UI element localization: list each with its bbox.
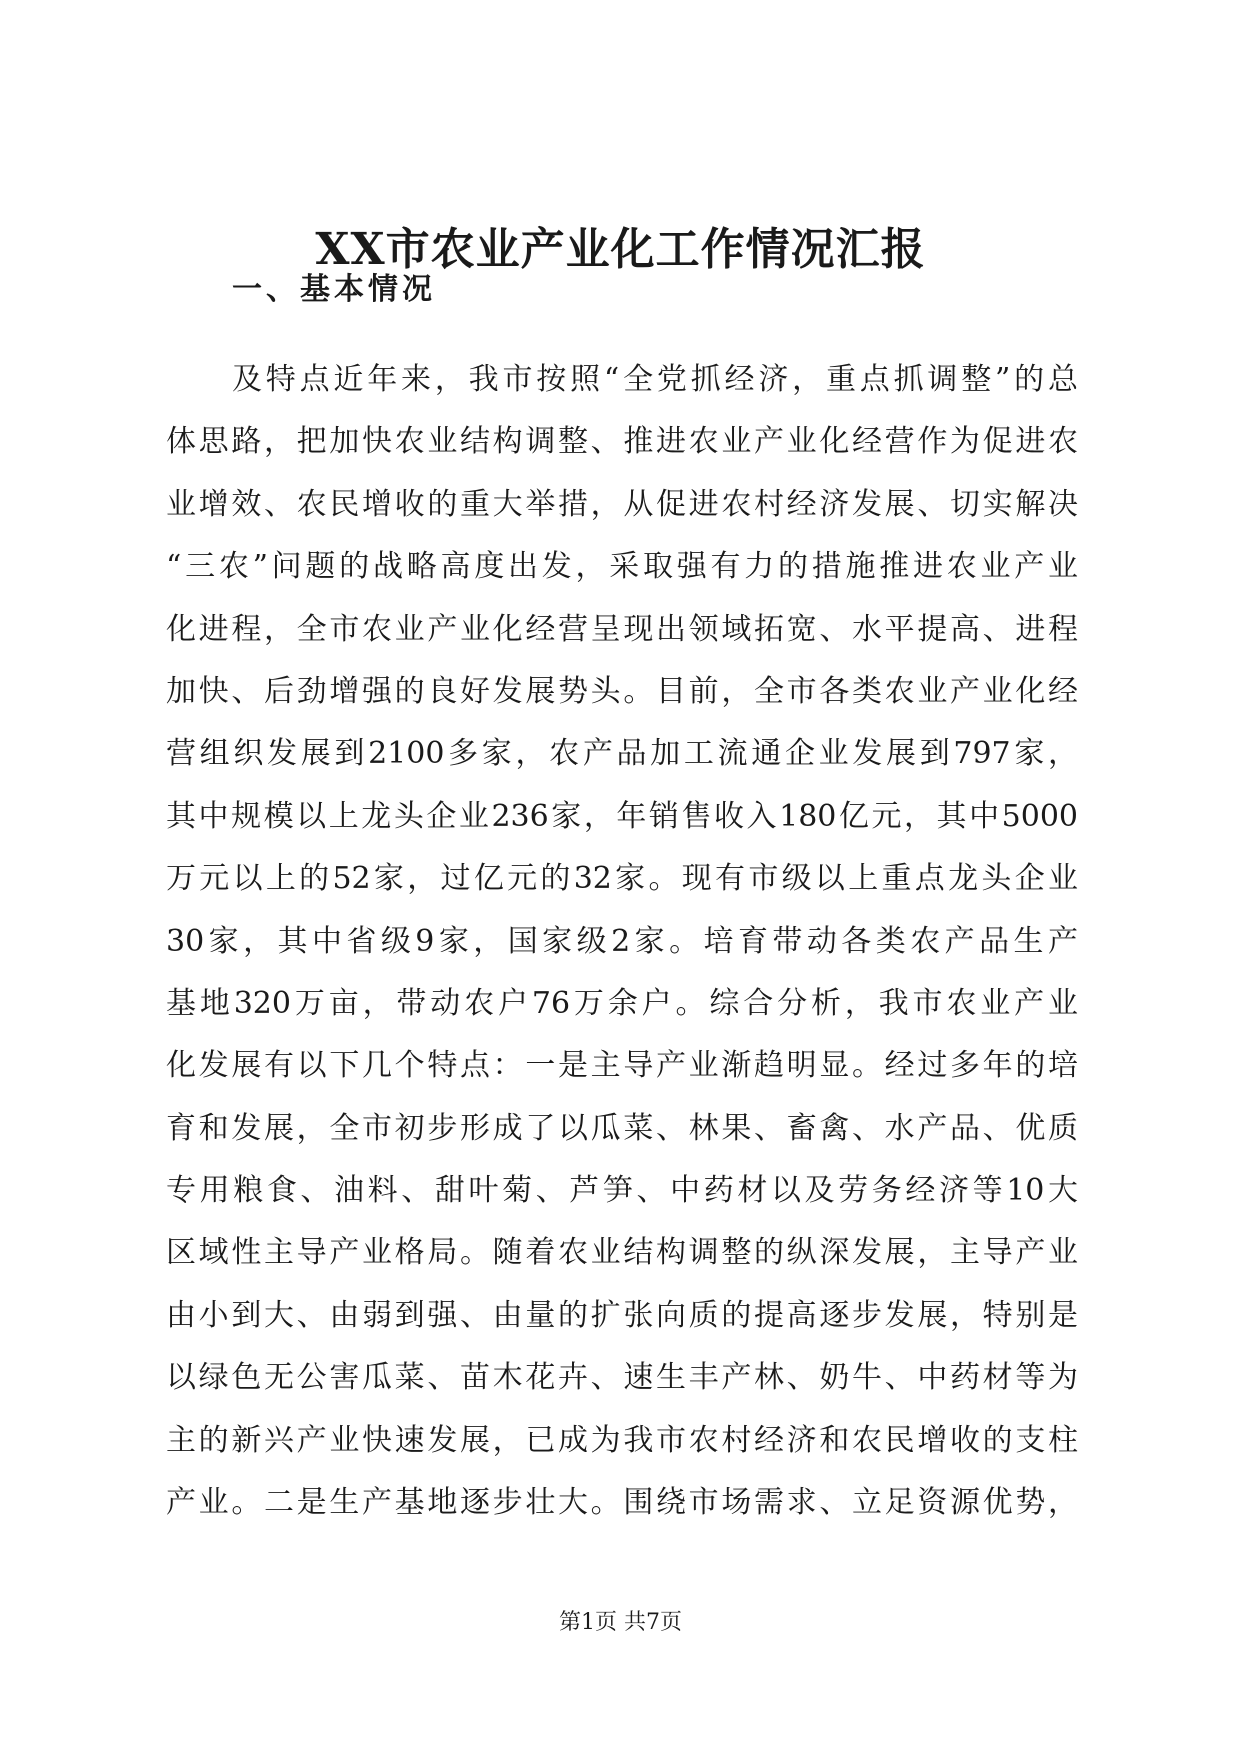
page-number-footer: 第1页 共7页 bbox=[559, 1610, 682, 1635]
paragraph-line: 业增效、农民增收的重大举措，从促进农村经济发展、切实解决 bbox=[166, 486, 1078, 522]
paragraph-line: “三农”问题的战略高度出发，采取强有力的措施推进农业产业 bbox=[166, 549, 1078, 585]
paragraph-line: 主的新兴产业快速发展，已成为我市农村经济和农民增收的支柱 bbox=[166, 1422, 1078, 1458]
document-title: XX市农业产业化工作情况汇报 bbox=[315, 224, 926, 275]
paragraph-line: 基地320万亩，带动农户76万余户。综合分析，我市农业产业 bbox=[166, 985, 1078, 1021]
paragraph-line: 其中规模以上龙头企业236家，年销售收入180亿元，其中5000 bbox=[166, 798, 1078, 834]
paragraph-line: 以绿色无公害瓜菜、苗木花卉、速生丰产林、奶牛、中药材等为 bbox=[166, 1360, 1078, 1396]
paragraph-line: 区域性主导产业格局。随着农业结构调整的纵深发展，主导产业 bbox=[166, 1235, 1078, 1271]
paragraph-line: 加快、后劲增强的良好发展势头。目前，全市各类农业产业化经 bbox=[166, 673, 1078, 709]
paragraph-line: 30家，其中省级9家，国家级2家。培育带动各类农产品生产 bbox=[166, 923, 1078, 959]
paragraph-line: 营组织发展到2100多家，农产品加工流通企业发展到797家， bbox=[166, 736, 1078, 772]
paragraph-line: 由小到大、由弱到强、由量的扩张向质的提高逐步发展，特别是 bbox=[166, 1297, 1078, 1333]
paragraph-line: 育和发展，全市初步形成了以瓜菜、林果、畜禽、水产品、优质 bbox=[166, 1110, 1078, 1146]
section-heading: 一、基本情况 bbox=[232, 272, 436, 307]
paragraph-line: 万元以上的52家，过亿元的32家。现有市级以上重点龙头企业 bbox=[166, 861, 1078, 897]
paragraph-line: 及特点近年来，我市按照“全党抓经济，重点抓调整”的总 bbox=[232, 362, 1078, 397]
paragraph-line: 化进程，全市农业产业化经营呈现出领域拓宽、水平提高、进程 bbox=[166, 611, 1078, 647]
paragraph-line: 化发展有以下几个特点：一是主导产业渐趋明显。经过多年的培 bbox=[166, 1048, 1078, 1084]
body-paragraph bbox=[166, 360, 1078, 1545]
paragraph-line: 专用粮食、油料、甜叶菊、芦笋、中药材以及劳务经济等10大 bbox=[166, 1173, 1078, 1209]
paragraph-line: 体思路，把加快农业结构调整、推进农业产业化经营作为促进农 bbox=[166, 424, 1078, 460]
paragraph-line: 产业。二是生产基地逐步壮大。围绕市场需求、立足资源优势， bbox=[166, 1485, 1078, 1521]
